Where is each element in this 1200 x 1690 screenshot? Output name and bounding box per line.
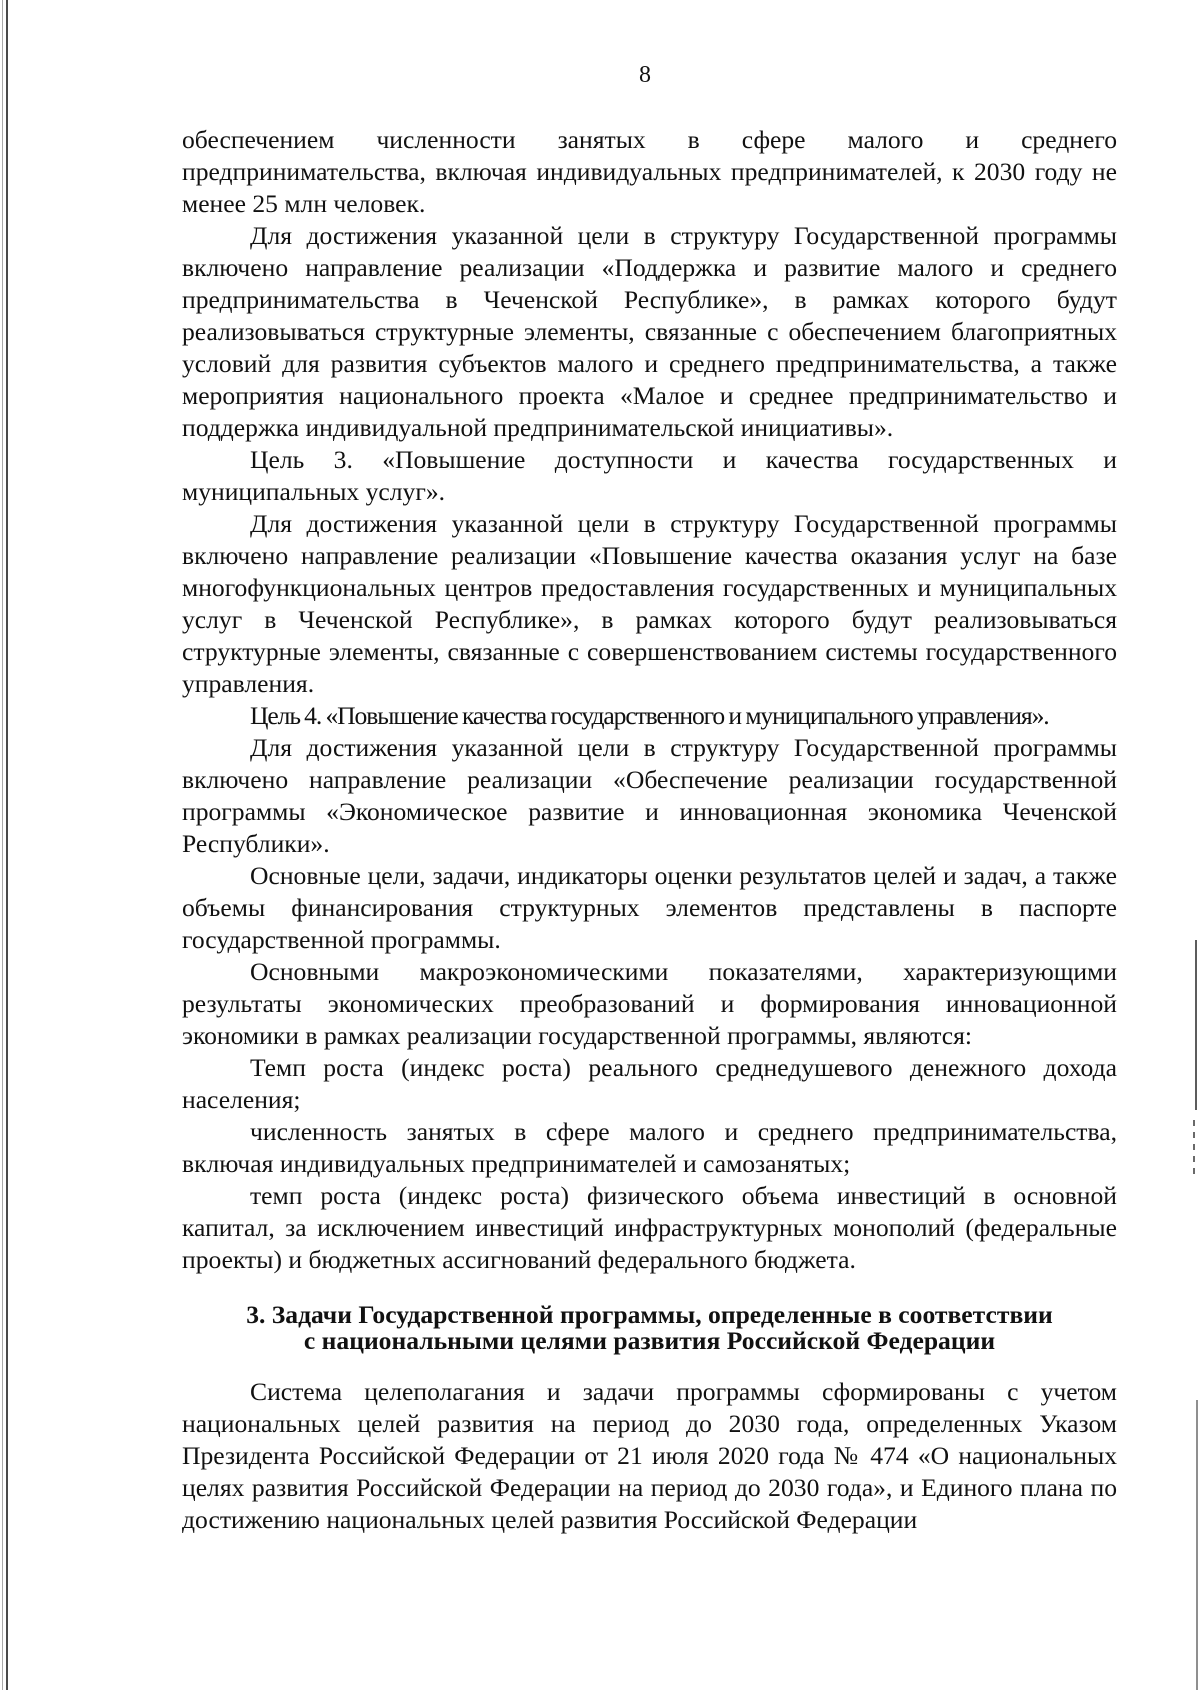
scan-edge-right [1195, 940, 1197, 1110]
paragraph: Для достижения указанной цели в структуру Государственной программы включено направление реализации «Поддержка и развитие малого и среднего предпринимательства в Чеченской Республике», в рамках которого будут реализовываться структурные элементы, связанные с обеспечением благоприятных условий для развития субъектов малого и среднего предпринимательства, а также мероприятия национального проекта «Малое и среднее предпринимательство и поддержка индивидуальной предпринимательской инициативы». [182, 221, 1117, 442]
paragraph: Для достижения указанной цели в структуру Государственной программы включено направление реализации «Обеспечение реализации государственной программы «Экономическое развитие и инновационная экономика Чеченской Республики». [182, 733, 1117, 858]
page-number: 8 [639, 62, 651, 88]
document-body [182, 124, 1117, 1536]
paragraph: темп роста (индекс роста) физического объема инвестиций в основной капитал, за исключением инвестиций инфраструктурных монополий (федеральные проекты) и бюджетных ассигнований федерального бюджета. [182, 1181, 1117, 1274]
scan-edge-right-dashed [1193, 1120, 1195, 1180]
scan-edge-right-bottom [1196, 1400, 1198, 1690]
paragraph: Цель 4. «Повышение качества государственного и муниципального управления». [250, 701, 1049, 730]
section-heading-line-2: с национальными целями развития Российской Федерации [303, 1326, 996, 1355]
paragraph: Для достижения указанной цели в структуру Государственной программы включено направление реализации «Повышение качества оказания услуг на базе многофункциональных центров предоставления государственных и муниципальных услуг в Чеченской Республике», в рамках которого будут реализовываться структурные элементы, связанные с совершенствованием системы государственного управления. [182, 509, 1117, 698]
paragraph: обеспечением численности занятых в сфере малого и среднего предпринимательства, включая индивидуальных предпринимателей, к 2030 году не менее 25 млн человек. [182, 125, 1117, 218]
paragraphs-before-heading [182, 124, 1117, 1276]
paragraph: численность занятых в сфере малого и среднего предпринимательства, включая индивидуальных предпринимателей и самозанятых; [182, 1117, 1117, 1178]
scan-edge-left-faint [2, 0, 3, 1690]
paragraph: Основные цели, задачи, индикаторы оценки результатов целей и задач, а также объемы финансирования структурных элементов представлены в паспорте государственной программы. [182, 861, 1117, 954]
section-heading [182, 1302, 1117, 1354]
paragraph: Основными макроэкономическими показателями, характеризующими результаты экономических преобразований и формирования инновационной экономики в рамках реализации государственной программы, являются: [182, 957, 1117, 1050]
section-heading-line-1: 3. Задачи Государственной программы, определенные в соответствии [246, 1300, 1053, 1329]
paragraph: Темп роста (индекс роста) реального среднедушевого денежного дохода населения; [182, 1053, 1117, 1114]
paragraph: Система целеполагания и задачи программы сформированы с учетом национальных целей развития на период до 2030 года, определенных Указом Президента Российской Федерации от 21 июля 2020 года № 474 «О национальных целях развития Российской Федерации на период до 2030 года», и Единого плана по достижению национальных целей развития Российской Федерации [182, 1377, 1117, 1534]
paragraphs-after-heading [182, 1376, 1117, 1536]
paragraph: Цель 3. «Повышение доступности и качества государственных и муниципальных услуг». [182, 445, 1117, 506]
scan-edge-left [6, 0, 8, 1690]
